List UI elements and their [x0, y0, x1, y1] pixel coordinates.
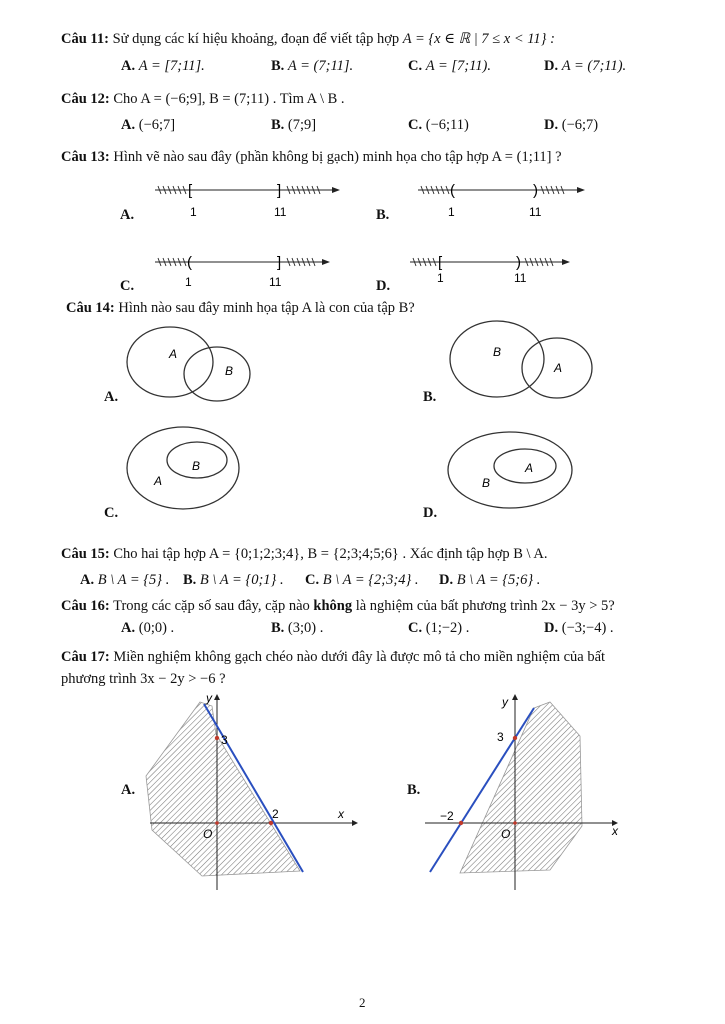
q16-option-a[interactable]	[121, 620, 174, 637]
option-label: D.	[439, 572, 454, 588]
q13-label: Câu 13:	[61, 149, 110, 165]
q13-option-a-label[interactable]: A.	[120, 207, 135, 223]
q17-stem-line2: phương trình 3x − 2y > −6 ?	[61, 671, 226, 687]
svg-text:(: (	[187, 254, 192, 271]
q14-venn-d	[445, 428, 585, 518]
option-label: B.	[271, 620, 285, 636]
option-label: D.	[544, 620, 559, 636]
q13-numberline-b	[413, 180, 613, 220]
q11-stem	[61, 31, 555, 48]
option-value: B \ A = {0;1} .	[199, 572, 284, 588]
q17-label: Câu 17:	[61, 649, 110, 665]
q17-stem-line1	[61, 649, 605, 666]
q16-stem	[61, 598, 615, 615]
venn-set-label: B	[482, 476, 491, 490]
svg-text:): )	[533, 182, 538, 199]
q16-label: Câu 16:	[61, 598, 110, 614]
option-label: B.	[271, 117, 285, 133]
q12-text: Cho A = (−6;9], B = (7;11) . Tìm A \ B .	[113, 91, 345, 107]
x-axis-label: x	[612, 824, 618, 838]
q12-option-d[interactable]	[544, 117, 598, 134]
q13-option-d-label[interactable]: D.	[376, 278, 391, 294]
q13-numberline-c	[150, 252, 350, 292]
page-number: 2	[359, 995, 366, 1010]
q13-b-left-tick: 1	[448, 205, 455, 219]
origin-label: O	[501, 827, 511, 841]
q13-d-right-tick: 11	[514, 271, 527, 285]
option-value: (0;0) .	[138, 620, 175, 636]
q14-option-c-label[interactable]: C.	[104, 505, 119, 521]
y-axis-label: y	[206, 691, 212, 705]
option-value: A = [7;11).	[425, 58, 491, 74]
option-value: (−6;7)	[561, 117, 599, 133]
option-value: (3;0) .	[287, 620, 324, 636]
option-value: (−6;7]	[138, 117, 176, 133]
q16-option-d[interactable]	[544, 620, 614, 637]
option-value: B \ A = {2;3;4} .	[322, 572, 419, 588]
q13-a-left-tick: 1	[190, 205, 197, 219]
option-label: D.	[544, 117, 559, 133]
y-axis-label: y	[502, 695, 508, 709]
option-label: A.	[80, 572, 95, 588]
option-label: A.	[121, 620, 136, 636]
q14-venn-c	[125, 424, 255, 514]
q11-option-c[interactable]	[408, 58, 491, 75]
x-axis-label: x	[338, 807, 344, 821]
svg-text:[: [	[438, 254, 443, 271]
q13-c-right-tick: 11	[269, 275, 282, 289]
q13-stem	[61, 149, 562, 166]
q15-option-d[interactable]	[439, 572, 540, 589]
q14-option-b-label[interactable]: B.	[423, 389, 437, 405]
svg-text:]: ]	[277, 254, 282, 271]
q11-option-a[interactable]	[121, 58, 205, 75]
venn-set-label: B	[225, 364, 234, 378]
option-value: (−3;−4) .	[561, 620, 614, 636]
q16-option-c[interactable]	[408, 620, 469, 637]
option-value: B \ A = {5} .	[97, 572, 170, 588]
q16-bold-word: không	[313, 598, 353, 614]
venn-set-label: B	[493, 345, 502, 359]
q14-text: Hình nào sau đây minh họa tập A là con của tập B?	[118, 300, 415, 316]
q14-venn-a	[125, 322, 265, 412]
x-tick-label: 2	[272, 807, 279, 821]
q12-option-a[interactable]	[121, 117, 175, 134]
q16-text-after: là nghiệm của bất phương trình 2x − 3y > 5?	[355, 598, 615, 614]
q15-label: Câu 15:	[61, 546, 110, 562]
option-value: B \ A = {5;6} .	[456, 572, 541, 588]
q13-a-right-tick: 11	[274, 205, 287, 219]
q14-option-a-label[interactable]: A.	[104, 389, 119, 405]
option-label: B.	[183, 572, 197, 588]
svg-text:(: (	[450, 182, 455, 199]
option-value: A = (7;11).	[561, 58, 627, 74]
venn-set-label: A	[169, 347, 178, 361]
q15-option-a[interactable]	[80, 572, 169, 589]
q13-c-left-tick: 1	[185, 275, 192, 289]
q13-option-b-label[interactable]: B.	[376, 207, 390, 223]
y-tick-label: 3	[221, 733, 228, 747]
option-value: (7;9]	[287, 117, 317, 133]
q13-numberline-d	[405, 252, 605, 292]
q15-option-c[interactable]	[305, 572, 419, 589]
q13-option-c-label[interactable]: C.	[120, 278, 135, 294]
y-tick-label: 3	[497, 730, 504, 744]
q14-stem	[66, 300, 415, 317]
q15-option-b[interactable]	[183, 572, 284, 589]
venn-set-label: B	[192, 459, 201, 473]
option-value: A = [7;11].	[138, 58, 205, 74]
q11-text: Sử dụng các kí hiệu khoảng, đoạn để viết tập hợp	[112, 31, 400, 47]
option-value: (1;−2) .	[425, 620, 470, 636]
q16-option-b[interactable]	[271, 620, 323, 637]
q15-text: Cho hai tập hợp A = {0;1;2;3;4}, B = {2;3;4;5;6} . Xác định tập hợp B \ A.	[113, 546, 548, 562]
q12-label: Câu 12:	[61, 91, 110, 107]
q12-option-b[interactable]	[271, 117, 316, 134]
q17-option-b-label[interactable]: B.	[407, 782, 421, 798]
x-tick-label: −2	[440, 809, 454, 823]
option-label: A.	[121, 58, 136, 74]
q11-option-d[interactable]	[544, 58, 626, 75]
q15-stem	[61, 546, 547, 563]
q12-option-c[interactable]	[408, 117, 469, 134]
svg-text:]: ]	[277, 182, 282, 199]
option-label: D.	[544, 58, 559, 74]
q16-text-before: Trong các cặp số sau đây, cặp nào	[113, 598, 310, 614]
option-value: A = (7;11].	[287, 58, 354, 74]
q13-text: Hình vẽ nào sau đây (phần không bị gạch) minh họa cho tập hợp A = (1;11] ?	[113, 149, 562, 165]
q17-graph-a	[140, 690, 360, 900]
option-label: C.	[408, 117, 423, 133]
q17-text-line1: Miền nghiệm không gạch chéo nào dưới đây là được mô tả cho miền nghiệm của bất	[113, 649, 606, 665]
option-label: C.	[408, 58, 423, 74]
q14-option-d-label[interactable]: D.	[423, 505, 438, 521]
venn-set-label: A	[554, 361, 563, 375]
option-label: A.	[121, 117, 136, 133]
svg-text:[: [	[188, 182, 193, 199]
option-label: C.	[408, 620, 423, 636]
venn-set-label: A	[525, 461, 534, 475]
option-label: B.	[271, 58, 285, 74]
option-label: C.	[305, 572, 320, 588]
q17-option-a-label[interactable]: A.	[121, 782, 136, 798]
venn-set-label: A	[154, 474, 163, 488]
svg-text:): )	[516, 254, 521, 271]
q12-stem	[61, 91, 345, 108]
q14-venn-b	[447, 318, 597, 408]
origin-label: O	[203, 827, 213, 841]
q14-label: Câu 14:	[66, 300, 115, 316]
q11-label: Câu 11:	[61, 31, 109, 47]
q11-set: A = {x ∈ ℝ | 7 ≤ x < 11} :	[402, 31, 555, 47]
q11-option-b[interactable]	[271, 58, 353, 75]
q17-graph-b	[420, 690, 640, 900]
q13-numberline-a	[150, 180, 350, 220]
q13-d-left-tick: 1	[437, 271, 444, 285]
q13-b-right-tick: 11	[529, 205, 542, 219]
option-value: (−6;11)	[425, 117, 469, 133]
